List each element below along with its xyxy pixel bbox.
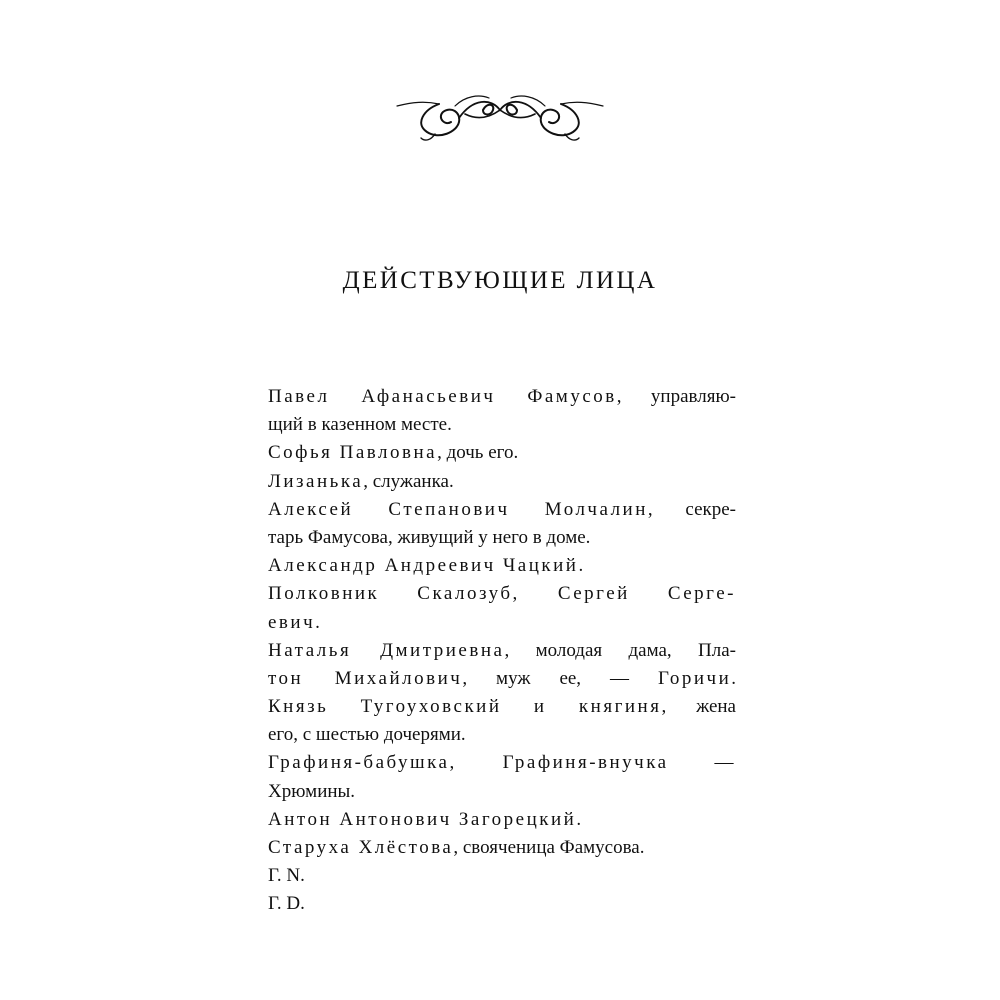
character-name: Алексей Степанович Молчалин	[268, 498, 648, 520]
character-description: .	[578, 555, 584, 577]
character-description: , муж ее, —	[462, 667, 659, 689]
character-description: , молодая дама, Пла-	[504, 639, 737, 661]
cast-line	[268, 693, 736, 721]
cast-line	[268, 383, 736, 411]
cast-line	[268, 806, 736, 834]
cast-line	[268, 552, 736, 580]
cast-line	[268, 890, 736, 918]
character-name: Софья Павловна	[268, 442, 438, 464]
cast-line	[268, 665, 736, 693]
character-name: Александр Андреевич Чацкий	[268, 555, 579, 577]
character-description: , управляю-	[616, 386, 736, 407]
character-description: Г. N.	[268, 865, 305, 887]
character-name: Лизанька	[268, 470, 364, 492]
character-description: .	[315, 611, 320, 633]
character-description: .	[576, 808, 582, 830]
character-name: тон Михайлович	[268, 667, 463, 689]
character-name: Павел Афанасьевич Фамусов	[268, 386, 617, 407]
cast-line	[268, 721, 736, 749]
character-description: , служанка.	[363, 470, 454, 492]
cast-line	[268, 609, 736, 637]
cast-line	[268, 439, 736, 467]
character-name: Антон Антонович Загорецкий	[268, 808, 577, 830]
cast-line	[268, 834, 736, 862]
character-description: Хрюмины.	[268, 780, 356, 802]
cast-line	[268, 637, 736, 665]
cast-list	[268, 383, 736, 919]
character-description: щий в казенном месте.	[268, 414, 452, 436]
character-description: его, с шестью дочерями.	[268, 724, 466, 746]
cast-line	[268, 580, 736, 608]
cast-line	[268, 496, 736, 524]
cast-line	[268, 524, 736, 552]
decorative-flourish-icon	[395, 88, 605, 146]
character-description: , свояченица Фамусова.	[453, 837, 645, 858]
character-name: Наталья Дмитриевна	[268, 639, 505, 661]
character-description: , жена	[661, 696, 736, 718]
character-description: , дочь его.	[437, 442, 519, 464]
character-description: , секре-	[647, 498, 736, 520]
character-name: Старуха Хлёстова	[268, 837, 454, 858]
cast-line	[268, 749, 736, 777]
character-name: евич	[268, 611, 316, 633]
character-description: .	[731, 667, 736, 689]
page-title: ДЕЙСТВУЮЩИЕ ЛИЦА	[342, 267, 658, 294]
cast-line	[268, 411, 736, 439]
cast-line	[268, 468, 736, 496]
character-name: Князь Тугоуховский и княгиня	[268, 696, 662, 718]
character-name: Графиня-бабушка, Графиня-внучка —	[268, 752, 736, 774]
character-description: Г. D.	[268, 893, 305, 915]
character-name: Полковник Скалозуб, Сергей Серге-	[268, 583, 736, 605]
character-description: тарь Фамусова, живущий у него в доме.	[268, 526, 591, 548]
cast-line	[268, 778, 736, 806]
cast-line	[268, 862, 736, 890]
character-name: Горичи	[658, 667, 732, 689]
